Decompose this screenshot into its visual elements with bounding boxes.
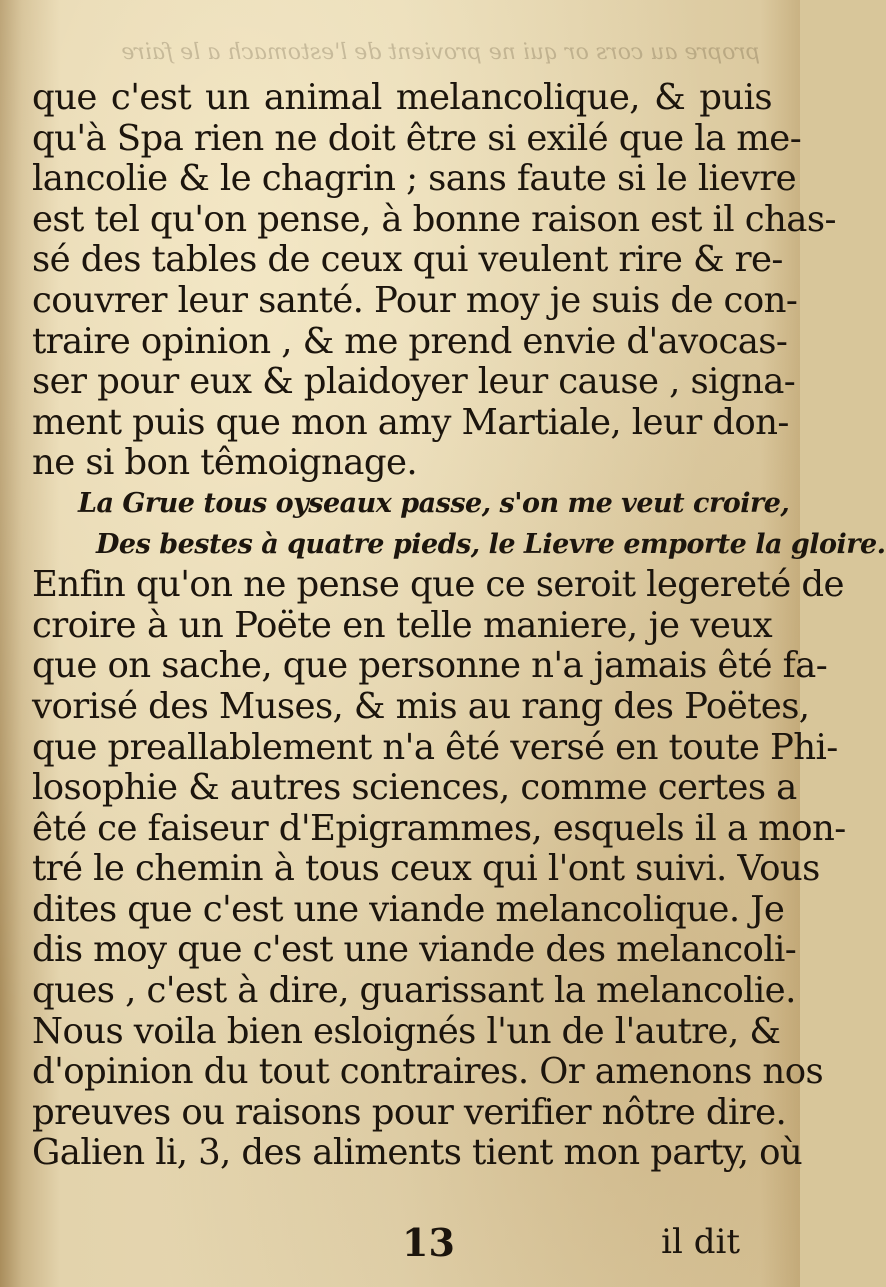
- text-line: que preallablement n'a êté versé en toute Phi-: [32, 726, 838, 768]
- text-line: dites que c'est une viande melancolique. Je: [32, 888, 785, 930]
- text-line: preuves ou raisons pour verifier nôtre dire.: [32, 1091, 787, 1133]
- text-line: couvrer leur santé. Pour moy je suis de con-: [32, 279, 798, 321]
- page-body: [32, 77, 886, 1174]
- text-line: êté ce faiseur d'Epigrammes, esquels il a mon-: [32, 807, 846, 849]
- verse-line: La Grue tous oyseaux passe, s'on me veut croire,: [78, 487, 790, 519]
- text-line: traire opinion , & me prend envie d'avocas-: [32, 320, 788, 362]
- page-footer: [32, 1220, 740, 1268]
- page-number: 13: [402, 1220, 455, 1265]
- text-line: ne si bon têmoignage.: [32, 442, 418, 484]
- text-line: sé des tables de ceux qui veulent rire & re-: [32, 239, 783, 281]
- text-line: que on sache, que personne n'a jamais êté fa-: [32, 645, 828, 687]
- text-line: Enfin qu'on ne pense que ce seroit legereté de: [32, 564, 844, 606]
- text-line: d'opinion du tout contraires. Or amenons nos: [32, 1051, 824, 1093]
- verse-line: Des bestes à quatre pieds, le Lievre emporte la gloire.: [96, 528, 886, 560]
- text-line: est tel qu'on pense, à bonne raison est il chas-: [32, 198, 836, 240]
- text-line: Nous voila bien esloignés l'un de l'autre, &: [32, 1010, 781, 1052]
- bleed-through-text: propre au cors or qui ne provient de l'estomach a le faire: [121, 40, 760, 65]
- text-line: ser pour eux & plaidoyer leur cause , signa-: [32, 361, 796, 403]
- text-line: dis moy que c'est une viande des melancoli-: [32, 929, 797, 971]
- text-line: que c'est un animal melancolique, & puis: [32, 77, 772, 118]
- catchword: il dit: [661, 1222, 740, 1262]
- text-line: qu'à Spa rien ne doit être si exilé que la me-: [32, 117, 802, 159]
- text-line: losophie & autres sciences, comme certes a: [32, 767, 797, 809]
- text-line: ques , c'est à dire, guarissant la melancolie.: [32, 970, 796, 1012]
- text-line: Galien li, 3, des aliments tient mon party, où: [32, 1132, 803, 1174]
- text-line: croire à un Poëte en telle maniere, je veux: [32, 604, 772, 646]
- text-line: ment puis que mon amy Martiale, leur don-: [32, 401, 789, 443]
- text-line: lancolie & le chagrin ; sans faute si le lievre: [32, 158, 797, 200]
- text-line: vorisé des Muses, & mis au rang des Poëtes,: [32, 685, 810, 727]
- text-line: tré le chemin à tous ceux qui l'ont suivi. Vous: [32, 848, 820, 890]
